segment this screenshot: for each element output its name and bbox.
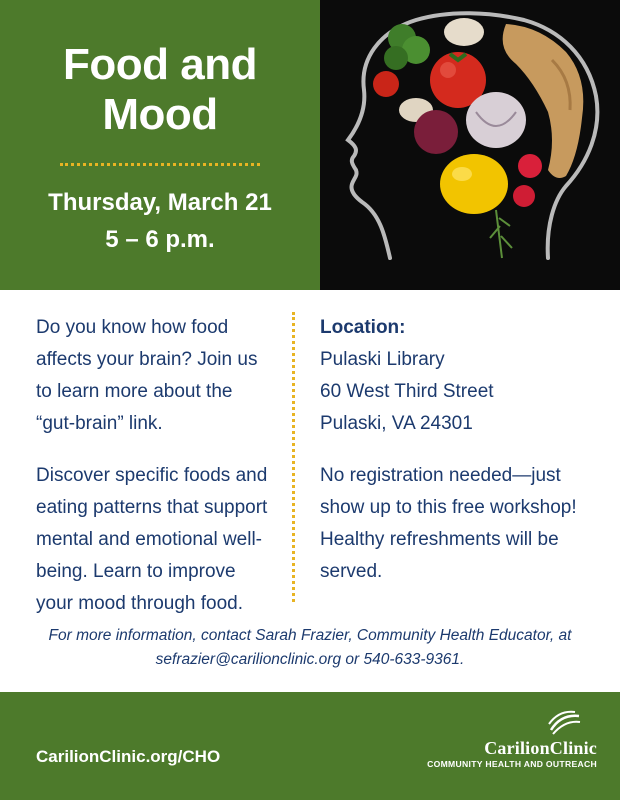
carilion-swoosh-icon [547, 710, 581, 736]
location-heading: Location: [320, 317, 406, 338]
contact-line-1: For more information, contact Sarah Frazier, Community Health Educator, at [48, 627, 572, 644]
description-column [36, 312, 276, 640]
footer [0, 692, 620, 800]
location-column [320, 312, 580, 588]
event-title [0, 40, 320, 140]
event-date: Thursday, March 21 [48, 189, 272, 216]
location-city: Pulaski, VA 24301 [320, 413, 473, 434]
title-divider [60, 163, 260, 166]
location-venue: Pulaski Library [320, 349, 445, 370]
contact-info [20, 624, 600, 672]
description-paragraph-1: Do you know how food affects your brain? Join us to learn more about the “gut-brain” link. [36, 317, 258, 434]
brand-name: CarilionClinic [484, 738, 597, 758]
title-line-1: Food and [63, 40, 257, 89]
registration-note: No registration needed—just show up to this free workshop! Healthy refreshments will be served. [320, 465, 577, 582]
location-street: 60 West Third Street [320, 381, 494, 402]
column-divider [292, 312, 295, 602]
event-time: 5 – 6 p.m. [105, 226, 215, 253]
carilion-logo [412, 710, 597, 770]
footer-url-link[interactable]: CarilionClinic.org/CHO [36, 747, 221, 766]
head-vegetables-photo [320, 0, 620, 290]
description-paragraph-2: Discover specific foods and eating patterns that support mental and emotional well-being. Learn to improve your mood through food. [36, 465, 268, 614]
contact-line-2: sefrazier@carilionclinic.org or 540-633-9361. [155, 651, 465, 668]
title-line-2: Mood [102, 90, 218, 139]
title-panel [0, 0, 320, 290]
header-band [0, 0, 620, 290]
brand-subtitle: COMMUNITY HEALTH AND OUTREACH [427, 759, 597, 769]
